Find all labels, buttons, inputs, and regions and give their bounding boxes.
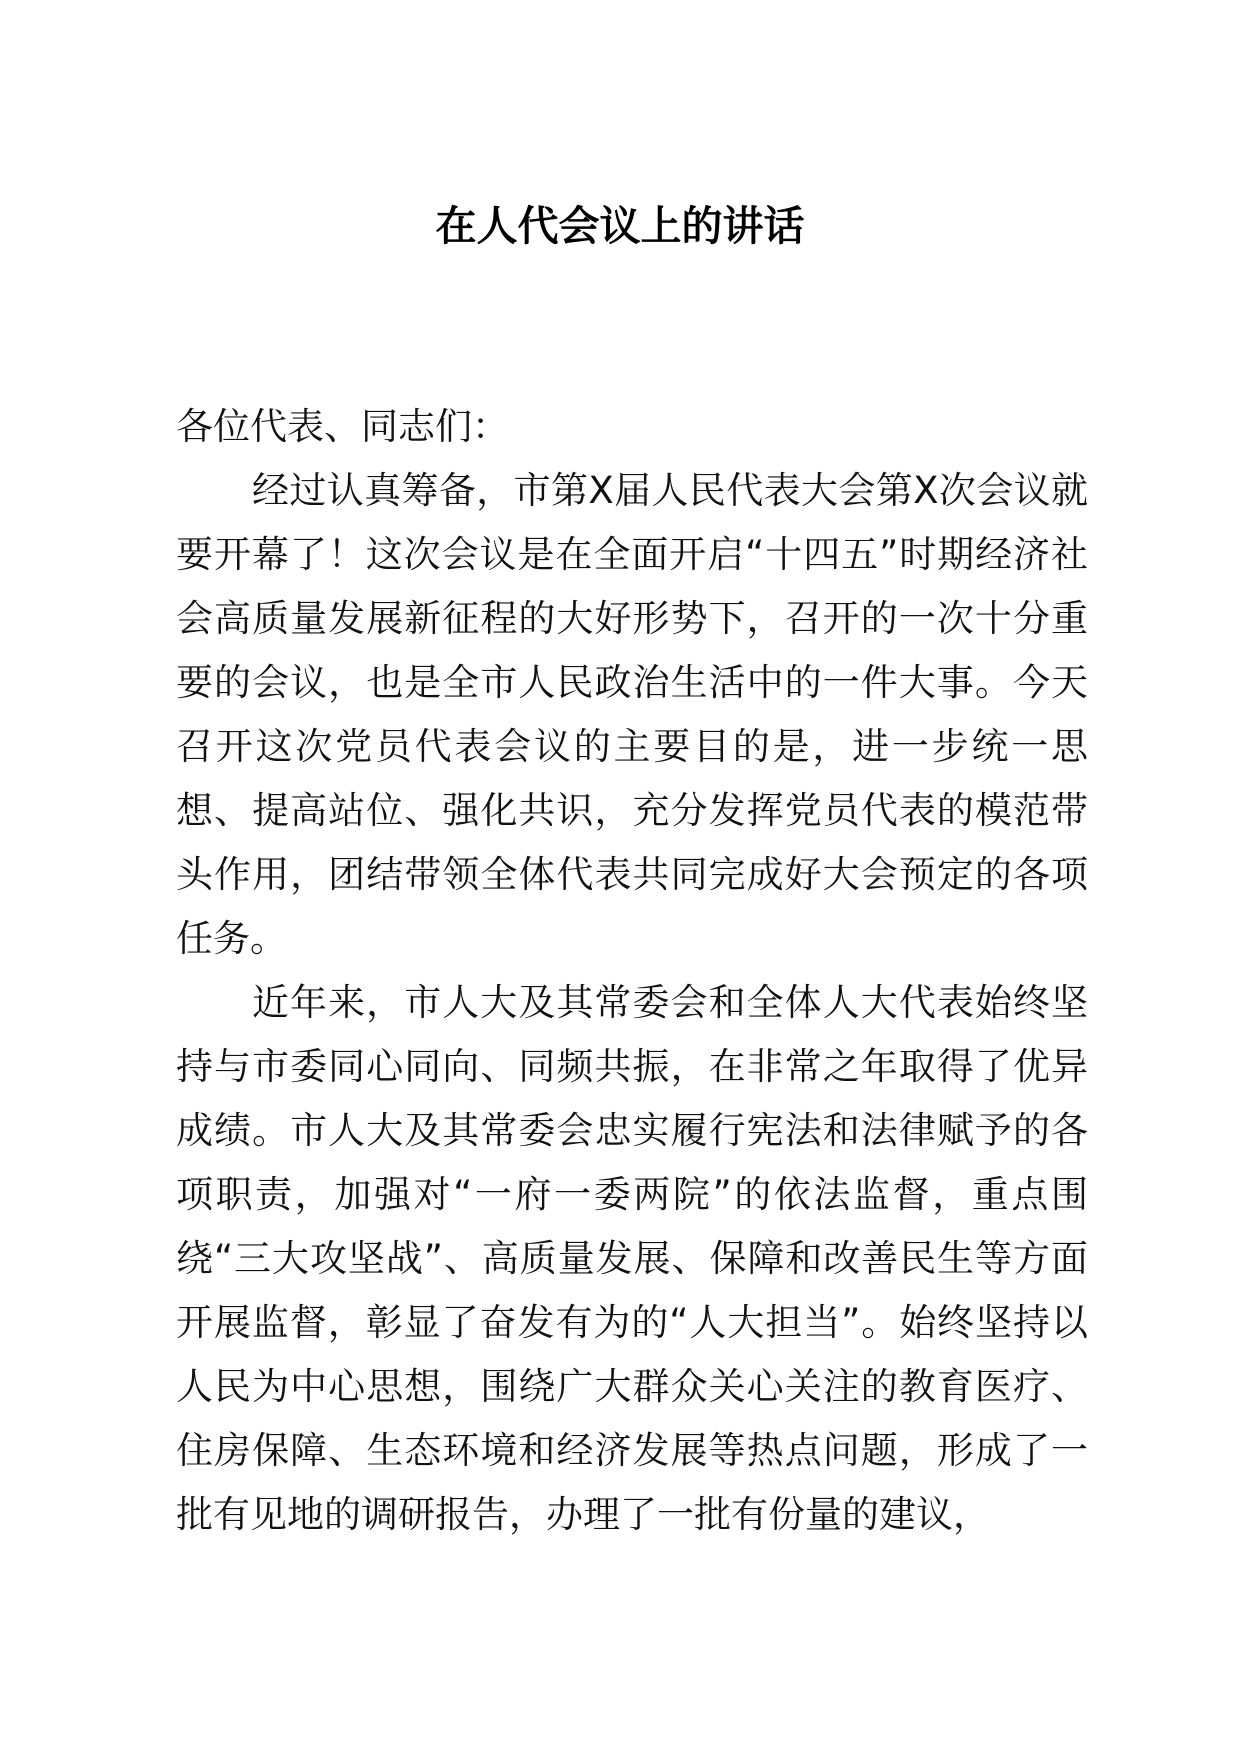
document-title: 在人代会议上的讲话 [435, 202, 805, 250]
salutation: 各位代表、同志们： [176, 405, 509, 448]
document-body [176, 395, 1088, 1547]
paragraph-2: 近年来，市人大及其常委会和全体人大代表始终坚持与市委同心同向、同频共振，在非常之年取得了优异成绩。市人大及其常委会忠实履行宪法和法律赋予的各项职责，加强对“一府一委两院”的依法监督，重点围绕“三大攻坚战”、高质量发展、保障和改善民生等方面开展监督，彰显了奋发有为的“人大担当”。始终坚持以人民为中心思想，围绕广大群众关心关注的教育医疗、住房保障、生态环境和经济发展等热点问题，形成了一批有见地的调研报告，办理了一批有份量的建议， [176, 981, 1088, 1536]
paragraph-1: 经过认真筹备，市第Ⅹ届人民代表大会第Ⅹ次会议就要开幕了！这次会议是在全面开启“十四五”时期经济社会高质量发展新征程的大好形势下，召开的一次十分重要的会议，也是全市人民政治生活中的一件大事。今天召开这次党员代表会议的主要目的是，进一步统一思想、提高站位、强化共识，充分发挥党员代表的模范带头作用，团结带领全体代表共同完成好大会预定的各项任务。 [176, 469, 1088, 960]
